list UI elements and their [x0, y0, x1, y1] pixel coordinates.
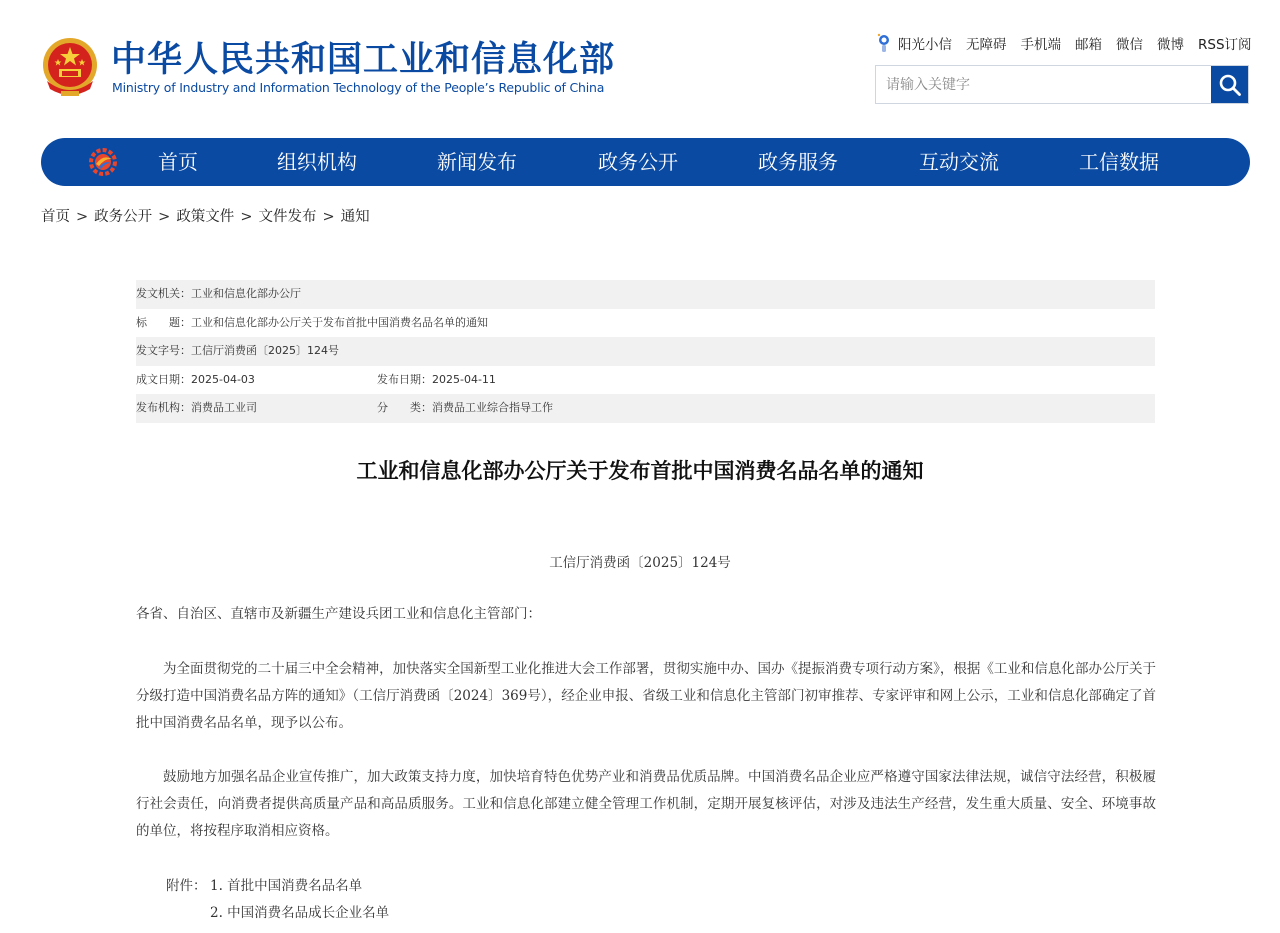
toplink-mobile[interactable]: 手机端	[1020, 37, 1061, 53]
top-links	[876, 33, 1252, 53]
title-label: 标 题：	[136, 315, 191, 329]
docno-label: 发文字号：	[136, 344, 191, 357]
nav-organization[interactable]: 组织机构	[277, 150, 357, 174]
info-row-title	[136, 309, 1155, 338]
breadcrumb-separator: >	[76, 209, 89, 225]
search-button[interactable]	[1211, 66, 1248, 103]
main-nav	[41, 138, 1250, 186]
toplink-sunshine[interactable]: 阳光小信	[898, 37, 952, 53]
breadcrumb-file-release[interactable]: 文件发布	[258, 209, 317, 225]
written-date-label: 成文日期：	[136, 372, 191, 386]
org-value: 消费品工业司	[191, 401, 257, 414]
title-value: 工业和信息化部办公厅关于发布首批中国消费名品名单的通知	[191, 315, 488, 329]
search-box	[875, 65, 1249, 104]
nav-news[interactable]: 新闻发布	[437, 150, 517, 174]
info-row-issuer	[136, 280, 1155, 309]
ministry-logo-icon[interactable]	[87, 146, 119, 178]
toplink-mailbox[interactable]: 邮箱	[1075, 37, 1102, 53]
nav-data[interactable]: 工信数据	[1079, 150, 1159, 174]
site-header	[0, 0, 1280, 130]
search-icon	[1218, 73, 1242, 97]
toplink-weibo[interactable]: 微博	[1157, 37, 1184, 53]
national-emblem-icon[interactable]	[41, 37, 99, 99]
issuer-value: 工业和信息化部办公厅	[191, 287, 301, 300]
toplink-wechat[interactable]: 微信	[1116, 37, 1143, 53]
written-date-value: 2025-04-03	[191, 372, 255, 386]
document-info-table	[136, 280, 1155, 423]
breadcrumb-government-affairs[interactable]: 政务公开	[94, 209, 153, 225]
site-title-en[interactable]: Ministry of Industry and Information Technology of the People’s Republic of China	[112, 80, 605, 95]
article-paragraph-1: 为全面贯彻党的二十届三中全会精神，加快落实全国新型工业化推进大会工作部署，贯彻实施中办、国办《提振消费专项行动方案》，根据《工业和信息化部办公厅关于分级打造中国消费名品方阵的通知》（工信厅消费函〔2024〕369号），经企业申报、省级工业和信息化主管部门初审推荐、专家评审和网上公示，工业和信息化部确定了首批中国消费名品名单，现予以公布。	[136, 661, 1156, 731]
search-input[interactable]	[876, 66, 1211, 103]
nav-government-services[interactable]: 政务服务	[758, 150, 838, 174]
category-label: 分 类：	[377, 401, 432, 414]
published-date-value: 2025-04-11	[432, 372, 496, 386]
article-doc-number: 工信厅消费函〔2025〕124号	[549, 555, 731, 571]
attachment-link-1[interactable]: 1. 首批中国消费名品名单	[210, 878, 363, 894]
category-value: 消费品工业综合指导工作	[432, 401, 553, 414]
sunshine-assistant-icon[interactable]	[876, 33, 892, 53]
article-title: 工业和信息化部办公厅关于发布首批中国消费名品名单的通知	[356, 459, 924, 483]
breadcrumb-separator: >	[322, 209, 335, 225]
info-row-docno	[136, 337, 1155, 366]
breadcrumb-separator: >	[158, 209, 171, 225]
info-row-org	[136, 394, 1155, 423]
breadcrumb-notice[interactable]: 通知	[340, 209, 370, 225]
docno-value: 工信厅消费函〔2025〕124号	[191, 344, 339, 357]
article-paragraph-2: 鼓励地方加强名品企业宣传推广，加大政策支持力度，加快培育特色优势产业和消费品优质品牌。中国消费名品企业应严格遵守国家法律法规，诚信守法经营，积极履行社会责任，向消费者提供高质量产品和高品质服务。工业和信息化部建立健全管理工作机制，定期开展复核评估，对涉及违法生产经营，发生重大质量、安全、环境事故的单位，将按程序取消相应资格。	[136, 769, 1156, 839]
toplink-rss[interactable]: RSS订阅	[1198, 37, 1252, 53]
attachment-link-2[interactable]: 2. 中国消费名品成长企业名单	[210, 905, 390, 921]
published-date-label: 发布日期：	[377, 372, 432, 386]
nav-government-affairs[interactable]: 政务公开	[598, 150, 678, 174]
org-label: 发布机构：	[136, 401, 191, 414]
nav-home[interactable]: 首页	[158, 150, 198, 174]
attachment-label: 附件：	[166, 878, 207, 894]
breadcrumb-home[interactable]: 首页	[41, 209, 70, 225]
issuer-label: 发文机关：	[136, 287, 191, 300]
breadcrumb	[41, 205, 370, 226]
info-row-dates	[136, 366, 1155, 395]
article-salutation: 各省、自治区、直辖市及新疆生产建设兵团工业和信息化主管部门：	[136, 606, 541, 622]
nav-interaction[interactable]: 互动交流	[919, 150, 999, 174]
breadcrumb-policy-documents[interactable]: 政策文件	[176, 209, 235, 225]
breadcrumb-separator: >	[240, 209, 253, 225]
toplink-accessibility[interactable]: 无障碍	[966, 37, 1007, 53]
site-title-cn[interactable]: 中华人民共和国工业和信息化部	[111, 40, 616, 80]
